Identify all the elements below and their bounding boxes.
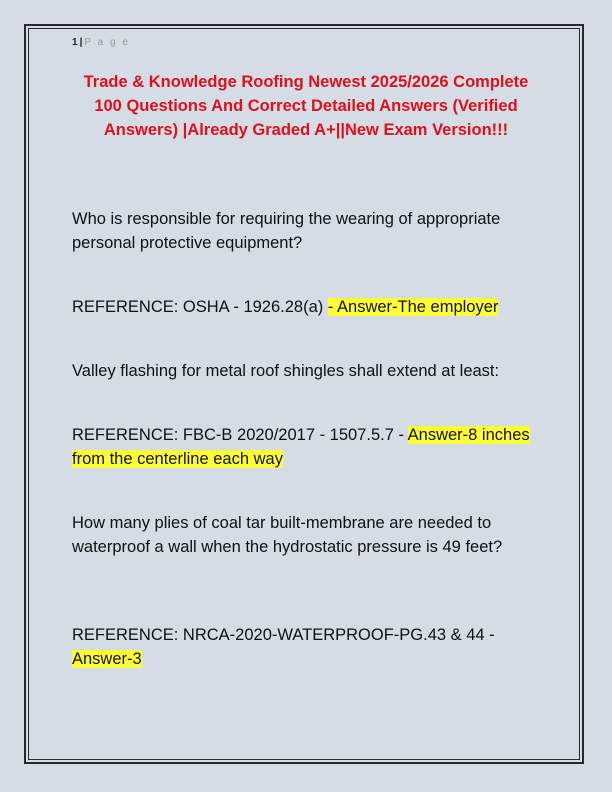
page-label: P a g e [84,37,130,48]
page-number-separator: | [79,37,83,48]
reference-3-text: REFERENCE: NRCA-2020-WATERPROOF-PG.43 & 44 - [72,626,495,644]
reference-2 [72,423,552,471]
question-1: Who is responsible for requiring the wearing of appropriate personal protective equipment? [72,210,501,252]
question-3: How many plies of coal tar built-membrane are needed to waterproof a wall when the hydrostatic pressure is 49 feet? [72,514,503,556]
reference-1 [72,295,552,319]
page-number: 1 [72,37,78,48]
answer-1: - Answer-The employer [327,298,499,316]
reference-3 [72,623,552,671]
reference-2-text: REFERENCE: FBC-B 2020/2017 - 1507.5.7 - [72,426,408,444]
reference-1-text: REFERENCE: OSHA - 1926.28(a) [72,298,328,316]
page-number-header [72,37,130,48]
document-title: Trade & Knowledge Roofing Newest 2025/2026 Complete 100 Questions And Correct Detailed Answers (Verified Answers) |Already Graded A+||New Exam Version!!! [83,73,529,139]
answer-3: Answer-3 [72,650,142,668]
question-2: Valley flashing for metal roof shingles shall extend at least: [72,362,500,380]
answer-2: Answer-8 inches from the centerline each way [72,426,530,468]
